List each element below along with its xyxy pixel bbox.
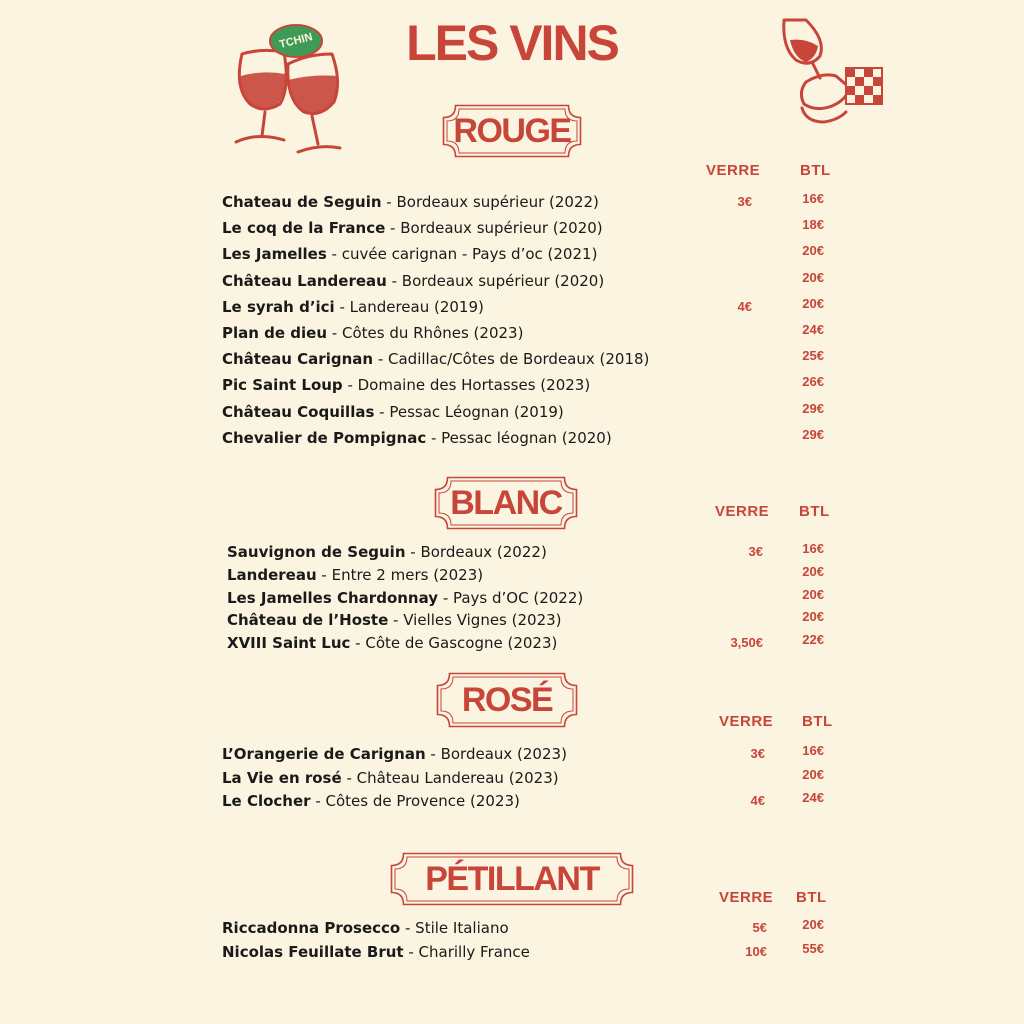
bottle-price: 25€ xyxy=(802,348,824,363)
wine-detail: - Bordeaux supérieur (2020) xyxy=(385,219,603,237)
wine-entry xyxy=(222,919,509,937)
wine-name: Landereau xyxy=(227,566,317,584)
wine-entry xyxy=(222,219,603,237)
wine-name: Plan de dieu xyxy=(222,324,328,342)
glass-price: 3,50€ xyxy=(730,635,763,650)
menu-title: LES VINS xyxy=(406,15,618,71)
section-title: ROSÉ xyxy=(461,680,553,719)
column-header-glass: VERRE xyxy=(719,889,774,906)
bottle-price: 20€ xyxy=(802,296,824,311)
wine-name: Château Coquillas xyxy=(222,403,375,421)
wine-name: Château Landereau xyxy=(222,272,387,290)
bottle-price: 20€ xyxy=(802,564,824,579)
section-title: BLANC xyxy=(450,483,562,522)
wine-entry xyxy=(222,943,530,961)
column-header-glass: VERRE xyxy=(706,162,761,179)
wine-entry xyxy=(227,589,583,607)
glass-price: 4€ xyxy=(750,793,765,808)
section-title: ROUGE xyxy=(453,111,571,150)
wine-name: Sauvignon de Seguin xyxy=(227,543,406,561)
wine-entry xyxy=(222,792,520,810)
wine-entry xyxy=(227,611,562,629)
section-title-badge xyxy=(442,104,582,158)
wine-detail: - Entre 2 mers (2023) xyxy=(316,566,484,584)
bottle-price: 20€ xyxy=(802,609,824,624)
wine-name: XVIII Saint Luc xyxy=(227,634,351,652)
wine-name: Nicolas Feuillate Brut xyxy=(222,943,404,961)
bottle-price: 18€ xyxy=(802,217,824,232)
wine-name: Pic Saint Loup xyxy=(222,376,343,394)
column-header-glass: VERRE xyxy=(719,713,774,730)
wine-name: L’Orangerie de Carignan xyxy=(222,745,426,763)
wine-detail: - Côte de Gascogne (2023) xyxy=(350,634,558,652)
column-header-bottle: BTL xyxy=(802,713,833,730)
wine-detail: - Domaine des Hortasses (2023) xyxy=(342,376,591,394)
bottle-price: 24€ xyxy=(802,790,824,805)
wine-detail: - Bordeaux supérieur (2022) xyxy=(381,193,599,211)
wine-name: Chevalier de Pompignac xyxy=(222,429,427,447)
wine-entry xyxy=(222,324,523,342)
wine-name: Le coq de la France xyxy=(222,219,386,237)
wine-entry xyxy=(227,634,557,652)
wine-detail: - Côtes du Rhônes (2023) xyxy=(327,324,524,342)
section-title-badge xyxy=(436,672,578,728)
wine-entry xyxy=(227,543,547,561)
wine-entry xyxy=(222,403,564,421)
wine-detail: - Pessac Léognan (2019) xyxy=(374,403,564,421)
bottle-price: 29€ xyxy=(802,427,824,442)
column-header-glass: VERRE xyxy=(715,503,770,520)
wine-name: Le syrah d’ici xyxy=(222,298,335,316)
glass-price: 5€ xyxy=(752,920,767,935)
bottle-price: 26€ xyxy=(802,374,824,389)
bottle-price: 20€ xyxy=(802,767,824,782)
wine-name: Riccadonna Prosecco xyxy=(222,919,401,937)
bottle-price: 20€ xyxy=(802,917,824,932)
wine-detail: - Cadillac/Côtes de Bordeaux (2018) xyxy=(373,350,650,368)
wine-entry xyxy=(222,193,599,211)
section-title: PÉTILLANT xyxy=(425,859,599,898)
wine-entry xyxy=(222,745,567,763)
wine-detail: - Landereau (2019) xyxy=(334,298,484,316)
column-header-bottle: BTL xyxy=(796,889,827,906)
wine-entry xyxy=(222,245,597,263)
wine-name: Les Jamelles Chardonnay xyxy=(227,589,439,607)
bottle-price: 20€ xyxy=(802,243,824,258)
glass-price: 3€ xyxy=(737,194,752,209)
bottle-price: 29€ xyxy=(802,401,824,416)
bottle-price: 55€ xyxy=(802,941,824,956)
wine-name: Les Jamelles xyxy=(222,245,327,263)
wine-detail: - Bordeaux (2023) xyxy=(425,745,567,763)
column-header-bottle: BTL xyxy=(799,503,830,520)
wine-detail: - Charilly France xyxy=(403,943,530,961)
wine-detail: - Stile Italiano xyxy=(400,919,509,937)
wine-name: La Vie en rosé xyxy=(222,769,342,787)
wine-entry xyxy=(222,429,612,447)
wine-detail: - Côtes de Provence (2023) xyxy=(310,792,520,810)
bottle-price: 20€ xyxy=(802,270,824,285)
section-title-badge xyxy=(390,852,634,906)
wine-detail: - Pays d’OC (2022) xyxy=(438,589,584,607)
glass-price: 10€ xyxy=(745,944,767,959)
wine-name: Château Carignan xyxy=(222,350,374,368)
wine-entry xyxy=(227,566,483,584)
wine-entry xyxy=(222,272,604,290)
column-header-bottle: BTL xyxy=(800,162,831,179)
glass-price: 4€ xyxy=(737,299,752,314)
glass-price: 3€ xyxy=(748,544,763,559)
wine-detail: - Bordeaux supérieur (2020) xyxy=(386,272,605,290)
wine-detail: - Vielles Vignes (2023) xyxy=(388,611,562,629)
glass-price: 3€ xyxy=(750,746,765,761)
bottle-price: 16€ xyxy=(802,191,824,206)
wine-entry xyxy=(222,769,559,787)
section-title-badge xyxy=(434,476,578,530)
bottle-price: 24€ xyxy=(802,322,824,337)
tchin-label: TCHIN xyxy=(278,31,314,51)
bottle-price: 22€ xyxy=(802,632,824,647)
wine-entry xyxy=(222,376,590,394)
wine-detail: - Pessac léognan (2020) xyxy=(426,429,612,447)
bottle-price: 16€ xyxy=(802,541,824,556)
wine-name: Chateau de Seguin xyxy=(222,193,382,211)
bottle-price: 20€ xyxy=(802,587,824,602)
wine-detail: - Bordeaux (2022) xyxy=(405,543,547,561)
wine-name: Le Clocher xyxy=(222,792,311,810)
bottle-price: 16€ xyxy=(802,743,824,758)
wine-name: Château de l’Hoste xyxy=(227,611,389,629)
wine-detail: - Château Landereau (2023) xyxy=(341,769,559,787)
wine-detail: - cuvée carignan - Pays d’oc (2021) xyxy=(326,245,598,263)
wine-entry xyxy=(222,298,484,316)
wine-entry xyxy=(222,350,649,368)
